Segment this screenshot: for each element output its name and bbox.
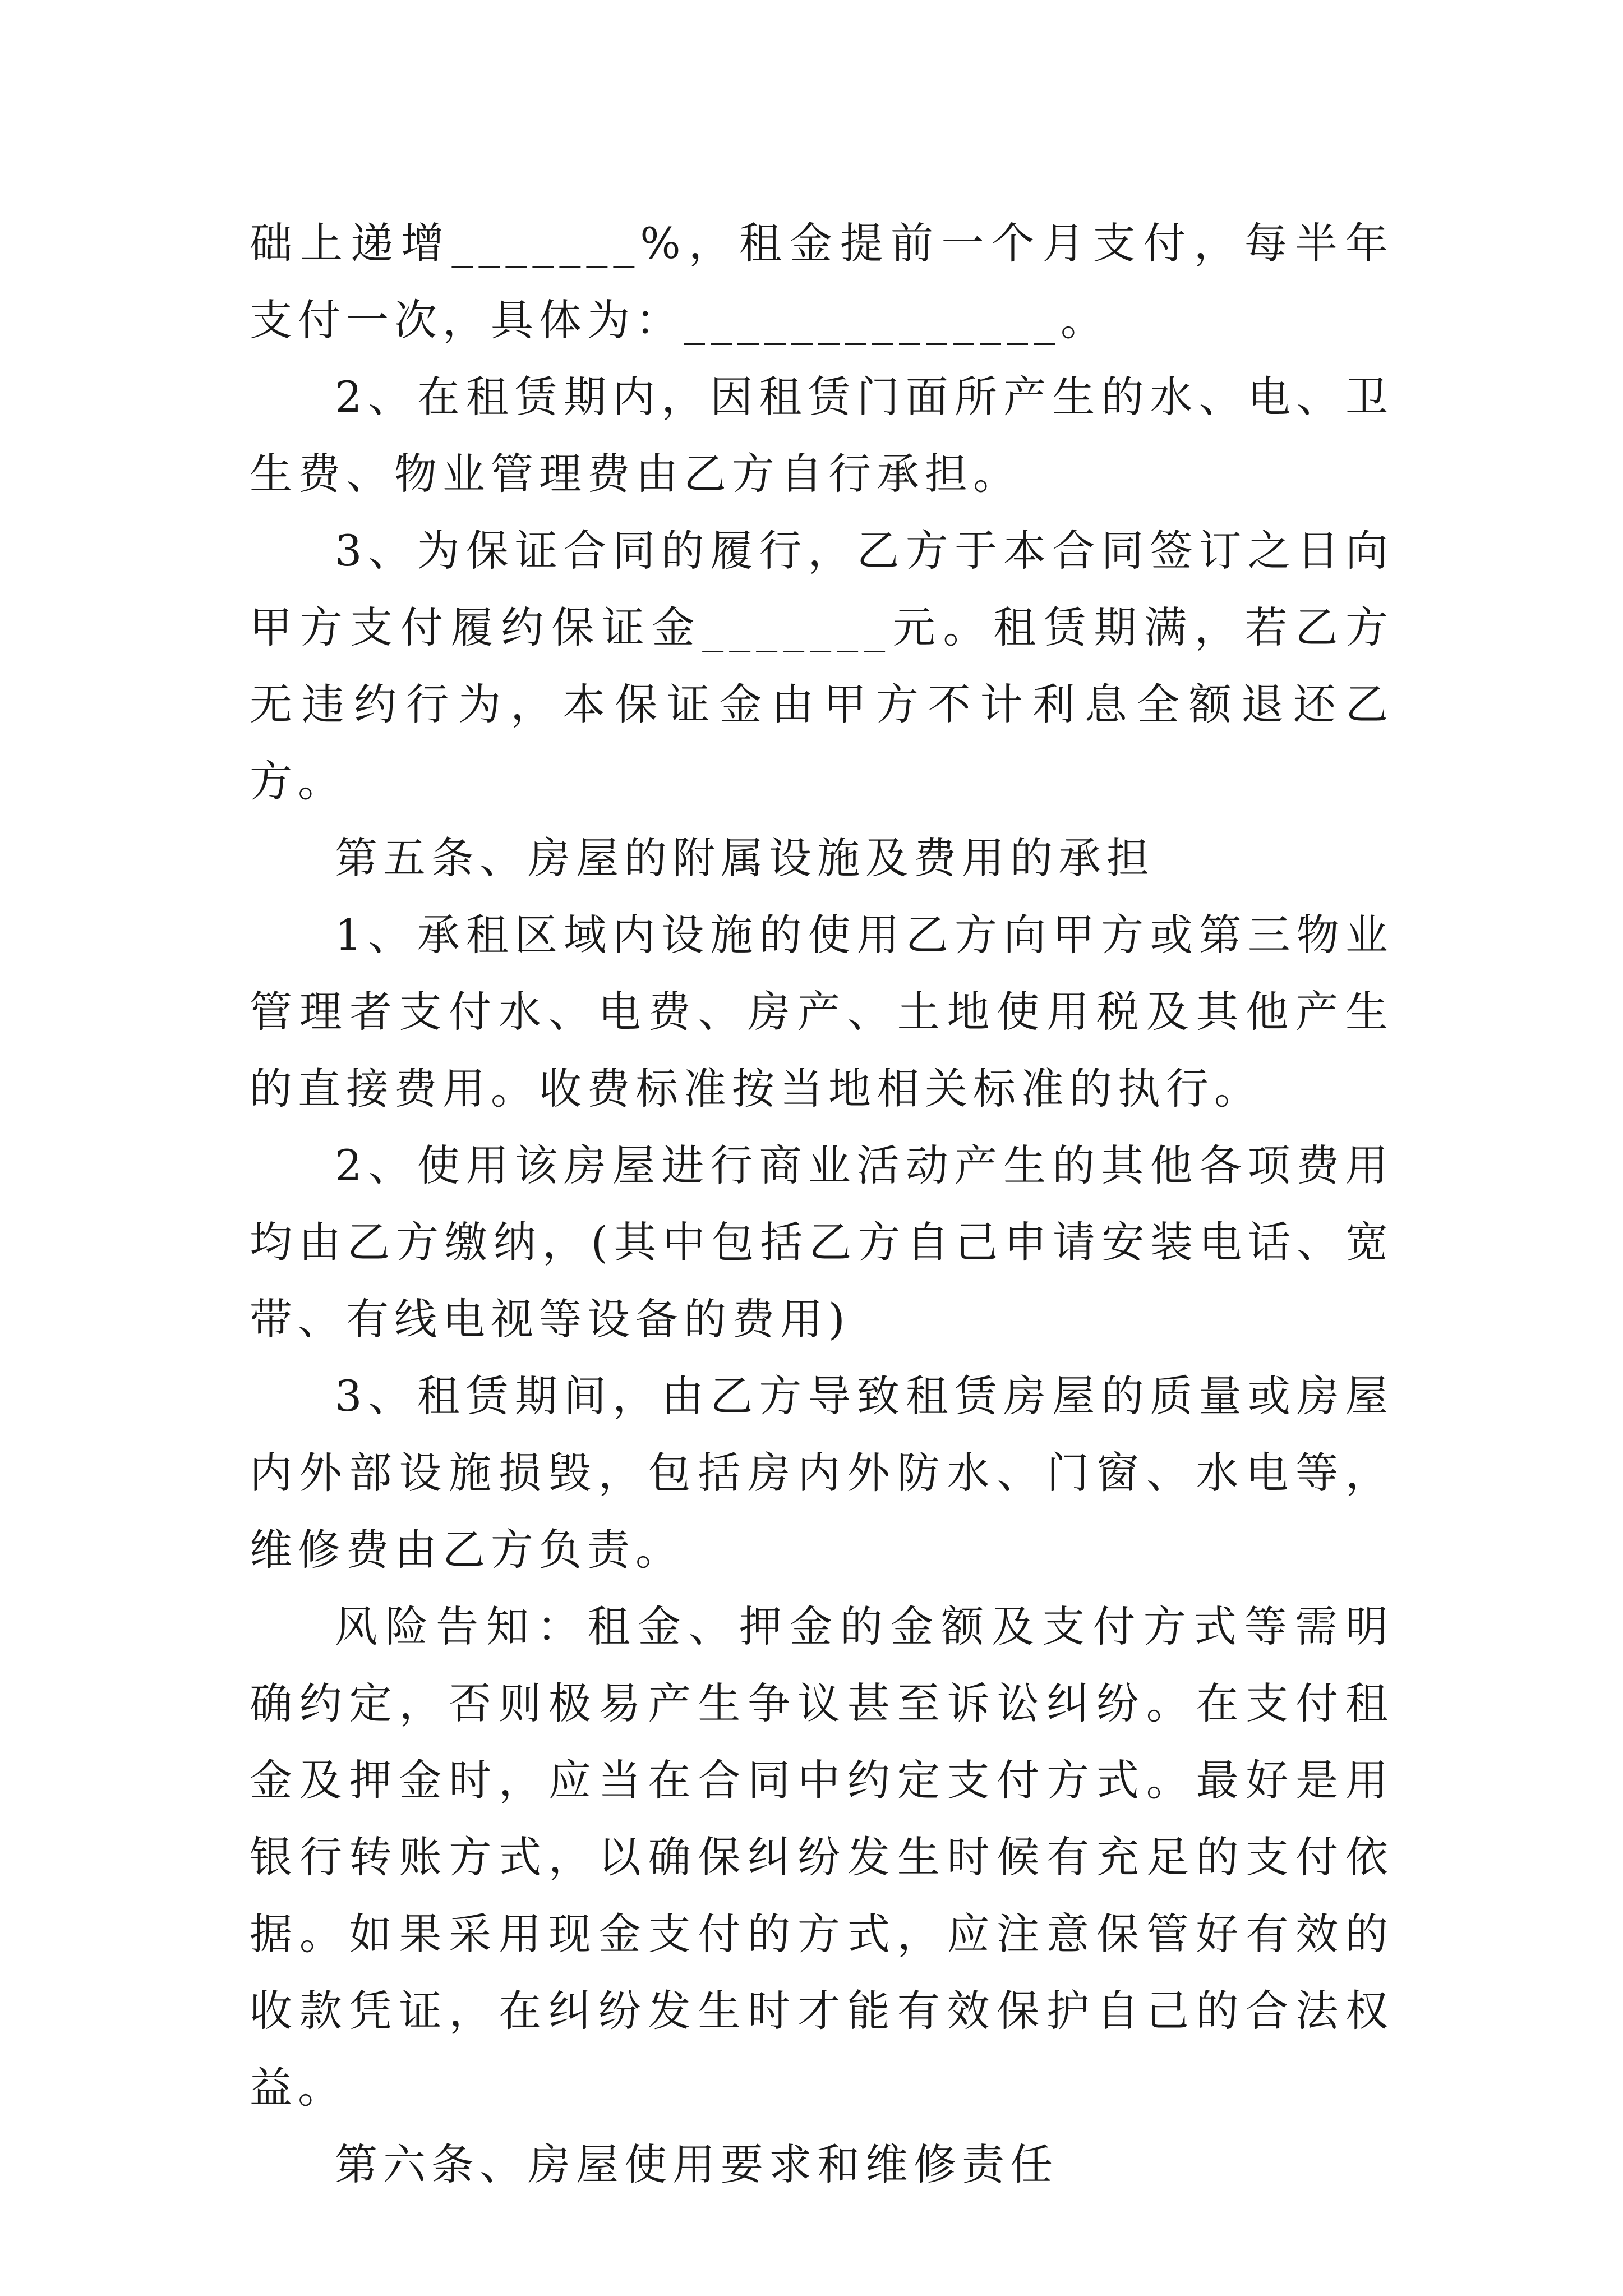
section-heading-article-5: 第五条、房屋的附属设施及费用的承担: [335, 833, 1155, 883]
document-body: [250, 205, 1394, 2203]
paragraph-business-fees: 2、使用该房屋进行商业活动产生的其他各项费用均由乙方缴纳，(其中包括乙方自己申请安装电话、宽带、有线电视等设备的费用): [250, 1140, 1394, 1344]
paragraph-damage-repair: 3、租赁期间，由乙方导致租赁房屋的质量或房屋内外部设施损毁，包括房内外防水、门窗、水电等，维修费由乙方负责。: [250, 1371, 1394, 1575]
section-heading-article-6: 第六条、房屋使用要求和维修责任: [335, 2139, 1058, 2189]
paragraph-rent-increase: 础上递增_______%，租金提前一个月支付，每半年支付一次，具体为：______________。: [250, 218, 1394, 345]
paragraph-risk-notice: 风险告知：租金、押金的金额及支付方式等需明确约定，否则极易产生争议甚至诉讼纠纷。在支付租金及押金时，应当在合同中约定支付方式。最好是用银行转账方式，以确保纠纷发生时候有充足的支付依据。如果采用现金支付的方式，应注意保管好有效的收款凭证，在纠纷发生时才能有效保护自己的合法权益。: [250, 1602, 1394, 2113]
paragraph-utilities: 2、在租赁期内，因租赁门面所产生的水、电、卫生费、物业管理费由乙方自行承担。: [250, 372, 1394, 499]
paragraph-facility-fees: 1、承租区域内设施的使用乙方向甲方或第三物业管理者支付水、电费、房产、土地使用税及其他产生的直接费用。收费标准按当地相关标准的执行。: [250, 910, 1394, 1114]
paragraph-deposit: 3、为保证合同的履行，乙方于本合同签订之日向甲方支付履约保证金_______元。租赁期满，若乙方无违约行为，本保证金由甲方不计利息全额退还乙方。: [250, 526, 1394, 806]
